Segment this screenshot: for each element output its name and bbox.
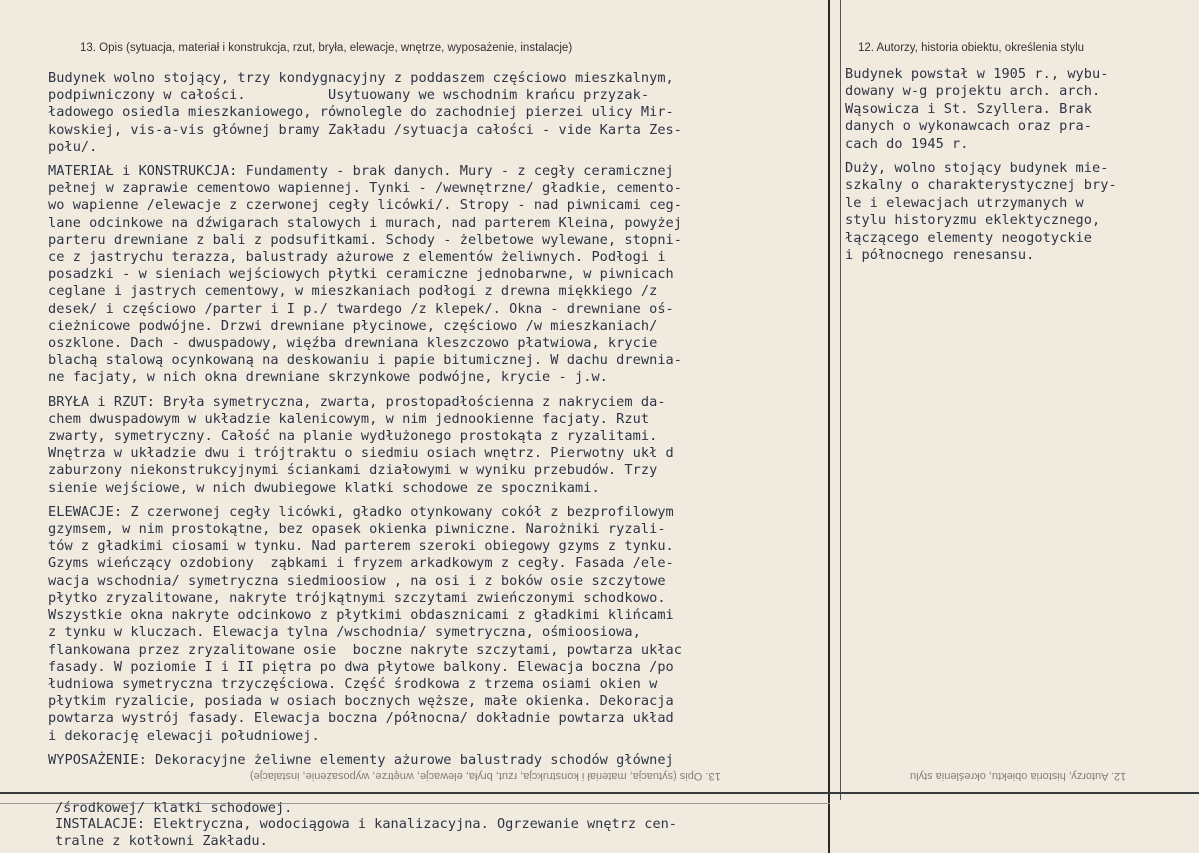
description-line: blachą stalową ocynkowaną na deskowaniu i papie bitumicznej. W dachu drewnia-	[48, 352, 683, 369]
column-divider	[828, 0, 830, 853]
authors-line: dowany w-g projektu arch. arch.	[845, 83, 1101, 100]
description-line: pełnej w zaprawie cementowo wapiennej. Tynki - /wewnętrzne/ gładkie, cemento-	[48, 180, 683, 197]
authors-line: Wąsowicza i St. Szyllera. Brak	[845, 100, 1093, 117]
authors-line: le i elewacjach utrzymanych w	[845, 194, 1084, 211]
description-line: tów z gładkimi ciosami w tynku. Nad parterem szeroki obiegowy gzyms z tynku.	[48, 538, 674, 555]
description-text	[48, 70, 828, 769]
description-paragraph	[48, 504, 828, 745]
authors-line: stylu historyzmu eklektycznego,	[845, 212, 1101, 229]
continuation-line: tralne z kotłowni Zakładu.	[55, 832, 268, 849]
description-line: sienie wejściowe, w nich dwubiegowe klatki schodowe ze spocznikami.	[48, 479, 600, 496]
authors-text	[845, 66, 1185, 264]
description-line: chem dwuspadowym w układzie kalenicowym, w nim jednookienne facjaty. Rzut	[48, 410, 650, 427]
description-line: parteru drewniane z bali z podsufitkami. Schody - żelbetowe wylewane, stopni-	[48, 231, 683, 248]
description-heading: 13. Opis (sytuacja, materiał i konstrukcja, rzut, bryła, elewacje, wnętrze, wyposażenie, instalacje)	[80, 42, 573, 54]
description-line: powtarza wystrój fasady. Elewacja boczna /północna/ dokładnie powtarza układ	[48, 710, 674, 727]
mirrored-authors-heading: 12. Autorzy, historia obiektu, określenia stylu	[910, 770, 1127, 782]
authors-line: cach do 1945 r.	[845, 135, 969, 152]
description-line: wacja wschodnia/ symetryczna siedmioosiow , na osi i z boków osie szczytowe	[48, 572, 666, 589]
description-line: z tynku w kluczach. Elewacja tylna /wschodnia/ symetryczna, ośmioosiowa,	[48, 624, 641, 641]
description-line: ceglane i jastrych cementowy, w mieszkaniach podłogi z drewna miękkiego /z	[48, 283, 658, 300]
description-paragraph	[48, 394, 828, 497]
description-line: zwarty, symetryczny. Całość na planie wydłużonego prostokąta z ryzalitami.	[48, 428, 658, 445]
authors-line: Duży, wolno stojący budynek mie-	[845, 160, 1109, 177]
description-line: Wszystkie okna nakryte odcinkowo z płytkimi obdasznicami z gładkimi klińcami	[48, 607, 674, 624]
description-line: ładowego osiedla mieszkaniowego, równolegle do zachodniej pierzei ulicy Mir-	[48, 104, 674, 121]
description-paragraph	[48, 752, 828, 769]
description-line: ELEWACJE: Z czerwonej cegły licówki, gładko otynkowany cokół z bezprofilowym	[48, 503, 674, 520]
authors-line: i północnego renesansu.	[845, 247, 1035, 264]
description-line: Gzyms wieńczący ozdobiony ząbkami i fryzem arkadkowym z cegły. Fasada /ele-	[48, 555, 674, 572]
description-line: desek/ i częściowo /parter i I p./ twardego /z klepek/. Okna - drewniane oś-	[48, 300, 674, 317]
description-line: fasady. W poziomie I i II piętra po dwa płytowe balkony. Elewacja boczna /po	[48, 658, 674, 675]
continuation-line: INSTALACJE: Elektryczna, wodociągowa i kanalizacyjna. Ogrzewanie wnętrz cen-	[55, 816, 677, 833]
description-line: podpiwniczony w całości. Usytuowany we wschodnim krańcu przyzak-	[48, 87, 650, 104]
description-line: BRYŁA i RZUT: Bryła symetryczna, zwarta, prostopadłościenna z nakryciem da-	[48, 393, 666, 410]
description-line: ne facjaty, w nich okna drewniane skrzynkowe podwójne, kryciе - j.w.	[48, 369, 608, 386]
description-line: łudniowa symetryczna trzyczęściowa. Część środkowa z trzema osiami okien w	[48, 675, 658, 692]
description-line: lane odcinkowe na dźwigarach stalowych i murach, nad parterem Kleina, powyżej	[48, 214, 683, 231]
continuation-text	[55, 800, 677, 849]
description-line: połu/.	[48, 138, 98, 155]
authors-paragraph	[845, 66, 1185, 153]
column-divider-thin	[840, 0, 841, 800]
description-line: kowskiej, vis-a-vis głównej bramy Zakładu /sytuacja całości - vide Karta Zes-	[48, 121, 683, 138]
description-line: ce z jastrychu terazza, balustrady ażurowe z elementów żeliwnych. Podłogi i	[48, 249, 666, 266]
description-line: cieżnicowe podwójne. Drzwi drewniane płycinowe, częściowo /w mieszkaniach/	[48, 317, 658, 334]
authors-line: danych o wykonawcach oraz pra-	[845, 118, 1093, 135]
fold-line	[0, 792, 1199, 794]
description-line: płytkim ryzalicie, posiada w osiach bocznych węższe, małe okienka. Dekoracja	[48, 693, 674, 710]
description-line: wo wapienne /elewacje z czerwonej cegły licówki/. Stropy - nad piwnicami ceg-	[48, 197, 683, 214]
description-line: WYPOSAŻENIE: Dekoracyjne żeliwne elementy ażurowe balustrady schodów głównej	[48, 751, 674, 768]
description-line: Wnętrza w układzie dwu i trójtraktu o siedmiu osiach wnętrz. Pierwotny ukł d	[48, 445, 674, 462]
description-line: zaburzony niekonstrukcyjnymi ściankami działowymi w wyniku przebudów. Trzy	[48, 462, 658, 479]
description-line: gzymsem, w nim prostokątne, bez opasek okienka piwniczne. Narożniki ryzali-	[48, 521, 666, 538]
authors-line: Budynek powstał w 1905 r., wybu-	[845, 66, 1109, 82]
authors-line: szkalny o charakterystycznej bry-	[845, 177, 1117, 194]
description-line: płytko zryzalitowane, nakryte trójkątnymi szczytami zwieńczonymi schodkowo.	[48, 589, 666, 606]
description-paragraph	[48, 70, 828, 156]
description-line: Budynek wolno stojący, trzy kondygnacyjny z poddaszem częściowo mieszkalnym,	[48, 70, 674, 86]
description-line: i dekorację elewacji południowej.	[48, 727, 320, 744]
description-line: oszklone. Dach - dwuspadowy, więźba drewniana kleszczowo płatwiowa, krycie	[48, 335, 658, 352]
description-line: MATERIAŁ i KONSTRUKCJA: Fundamenty - brak danych. Mury - z cegły ceramicznej	[48, 163, 674, 180]
mirrored-description-heading: 13. Opis (sytuacja, materiał i konstrukcja, rzut, bryła, elewacje, wnętrze, wyposażenie, instalacje)	[250, 770, 721, 782]
continuation-line: /środkowej/ klatki schodowej.	[55, 800, 293, 816]
description-paragraph	[48, 163, 828, 387]
authors-heading: 12. Autorzy, historia obiektu, określenia stylu	[858, 42, 1085, 54]
authors-paragraph	[845, 160, 1185, 264]
description-line: flankowana przez zryzalitowane osie boczne nakryte szczytami, powtarza ukłac	[48, 641, 683, 658]
authors-line: łączącego elementy neogotyckie	[845, 229, 1093, 246]
description-line: posadzki - w sieniach wejściowych płytki ceramiczne jednobarwne, w piwnicach	[48, 266, 674, 283]
